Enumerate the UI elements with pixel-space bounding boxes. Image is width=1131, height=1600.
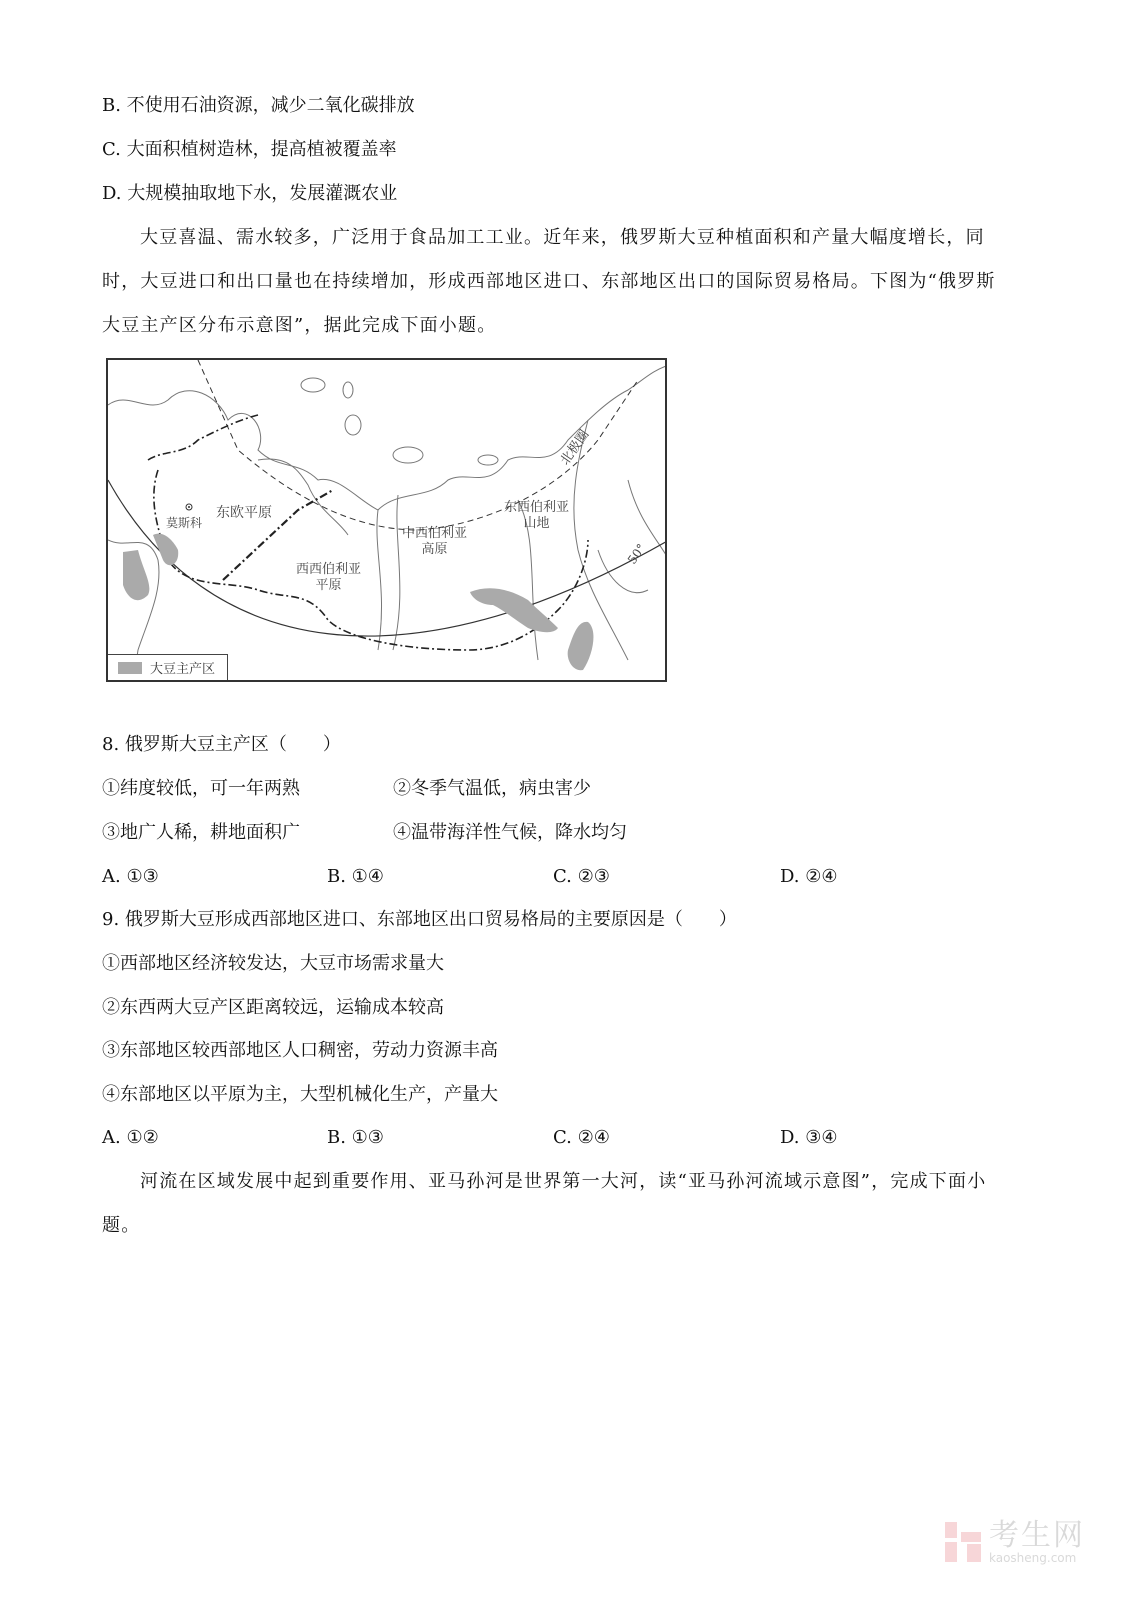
option-b-prev: B. 不使用石油资源，减少二氧化碳排放: [102, 95, 415, 116]
watermark-cn: 考生网: [989, 1518, 1085, 1553]
option-c-prev: C. 大面积植树造林，提高植被覆盖率: [102, 139, 397, 160]
label-line-2: 山地: [523, 516, 550, 531]
q8-choice-b: B. ①④: [327, 866, 384, 887]
q9-choice-b: B. ①③: [327, 1127, 384, 1148]
label-line-2: 平原: [315, 578, 342, 593]
label-east-european-plain: 东欧平原: [216, 505, 272, 521]
watermark-logo-icon: [945, 1522, 981, 1562]
label-east-siberian-mountains: [504, 500, 569, 532]
label-line-1: 中西伯利亚: [402, 526, 468, 541]
label-moscow: 莫斯科: [166, 516, 203, 530]
q8-choice-c: C. ②③: [553, 866, 610, 887]
q8-item-4: ④温带海洋性气候，降水均匀: [393, 822, 627, 843]
q8-stem: 8. 俄罗斯大豆主产区（ ）: [102, 734, 341, 755]
intro-paragraph-amazon: 河流在区域发展中起到重要作用、亚马孙河是世界第一大河，读“亚马孙河流域示意图”，完成下面小题。: [102, 1171, 987, 1236]
option-d-prev: D. 大规模抽取地下水，发展灌溉农业: [102, 183, 398, 204]
intro-paragraph-soybean: 大豆喜温、需水较多，广泛用于食品加工工业。近年来，俄罗斯大豆种植面积和产量大幅度增长，同时，大豆进口和出口量也在持续增加，形成西部地区进口、东部地区出口的国际贸易格局。下图为“俄罗斯大豆主产区分布示意图”，据此完成下面小题。: [102, 227, 996, 336]
map-legend: [108, 654, 228, 680]
q9-item-2: ②东西两大豆产区距离较远，运输成本较高: [102, 997, 444, 1018]
label-line-1: 西西伯利亚: [296, 562, 362, 577]
legend-swatch: [118, 662, 142, 674]
q9-choice-c: C. ②④: [553, 1127, 610, 1148]
label-line-2: 高原: [421, 542, 448, 557]
q8-choice-d: D. ②④: [780, 866, 838, 887]
q9-choice-d: D. ③④: [780, 1127, 838, 1148]
label-central-siberian-plateau: [402, 526, 467, 558]
q9-stem: 9. 俄罗斯大豆形成西部地区进口、东部地区出口贸易格局的主要原因是（ ）: [102, 909, 737, 930]
q9-item-1: ①西部地区经济较发达，大豆市场需求量大: [102, 953, 444, 974]
label-line-1: 东西伯利亚: [504, 500, 570, 515]
q8-item-1: ①纬度较低，可一年两熟: [102, 778, 300, 799]
label-west-siberian-plain: [296, 562, 361, 594]
q9-item-3: ③东部地区较西部地区人口稠密，劳动力资源丰高: [102, 1040, 498, 1061]
legend-label: 大豆主产区: [150, 662, 216, 677]
q9-item-4: ④东部地区以平原为主，大型机械化生产，产量大: [102, 1084, 498, 1105]
watermark-en: kaosheng.com: [989, 1551, 1077, 1565]
q8-item-2: ②冬季气温低，病虫害少: [393, 778, 591, 799]
q8-choice-a: A. ①③: [102, 866, 159, 887]
label-latitude-50: 50°: [624, 541, 649, 567]
q9-choice-a: A. ①②: [102, 1127, 159, 1148]
label-arctic-circle: 北极圈: [557, 427, 593, 468]
q8-item-3: ③地广人稀，耕地面积广: [102, 822, 300, 843]
russia-soybean-map: [106, 358, 667, 682]
watermark: [945, 1520, 1085, 1564]
